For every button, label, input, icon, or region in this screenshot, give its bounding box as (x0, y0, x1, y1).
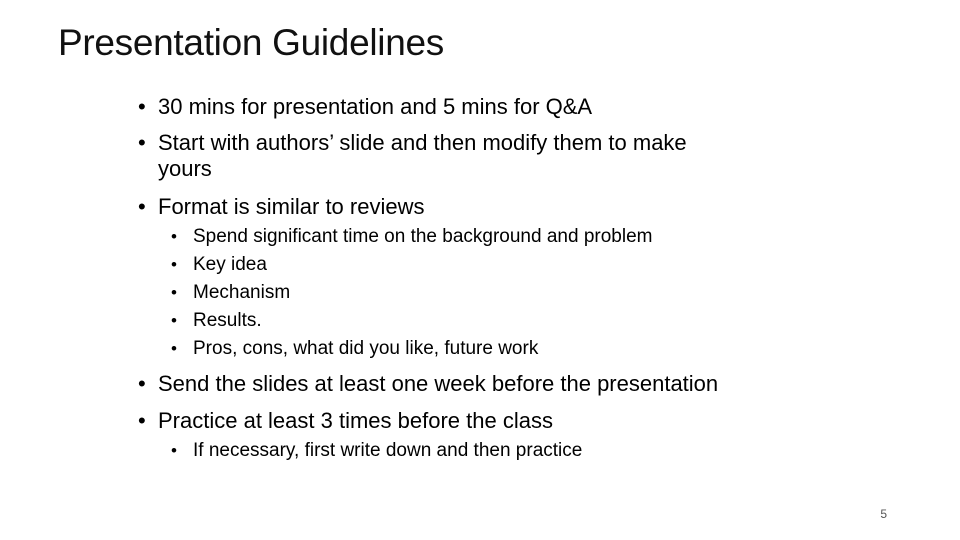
bullet-marker: • (171, 339, 177, 358)
bullet-marker: • (171, 255, 177, 274)
sub-bullet-item (171, 440, 771, 462)
bullet-marker: • (138, 408, 146, 433)
bullet-marker: • (171, 311, 177, 330)
bullet-text: Spend significant time on the background and problem (193, 226, 653, 247)
bullet-text: Send the slides at least one week before the presentation (158, 371, 719, 396)
bullet-marker: • (138, 371, 146, 396)
bullet-marker: • (171, 283, 177, 302)
bullet-item (138, 194, 838, 220)
bullet-item (138, 130, 838, 156)
sub-bullet-item (171, 338, 771, 360)
bullet-text: Mechanism (193, 282, 291, 303)
bullet-item (138, 94, 838, 120)
bullet-marker: • (138, 94, 146, 119)
bullet-item (138, 408, 858, 434)
sub-bullet-item (171, 310, 771, 332)
sub-bullet-item (171, 254, 771, 276)
bullet-item (138, 371, 858, 397)
bullet-text: Start with authors’ slide and then modify them to make (158, 130, 687, 155)
slide-title: Presentation Guidelines (58, 22, 444, 63)
bullet-text: Format is similar to reviews (158, 194, 425, 219)
bullet-marker: • (171, 441, 177, 460)
page-number: 5 (880, 507, 887, 521)
bullet-text: Results. (193, 310, 262, 331)
bullet-marker: • (138, 130, 146, 155)
bullet-text: If necessary, first write down and then practice (193, 440, 583, 461)
bullet-text: Practice at least 3 times before the class (158, 408, 553, 433)
bullet-text: Key idea (193, 254, 267, 275)
bullet-marker: • (138, 194, 146, 219)
bullet-text: Pros, cons, what did you like, future work (193, 338, 539, 359)
bullet-text-continuation: yours (158, 156, 212, 181)
bullet-marker: • (171, 227, 177, 246)
sub-bullet-item (171, 226, 771, 248)
sub-bullet-item (171, 282, 771, 304)
bullet-text: 30 mins for presentation and 5 mins for Q&A (158, 94, 593, 119)
